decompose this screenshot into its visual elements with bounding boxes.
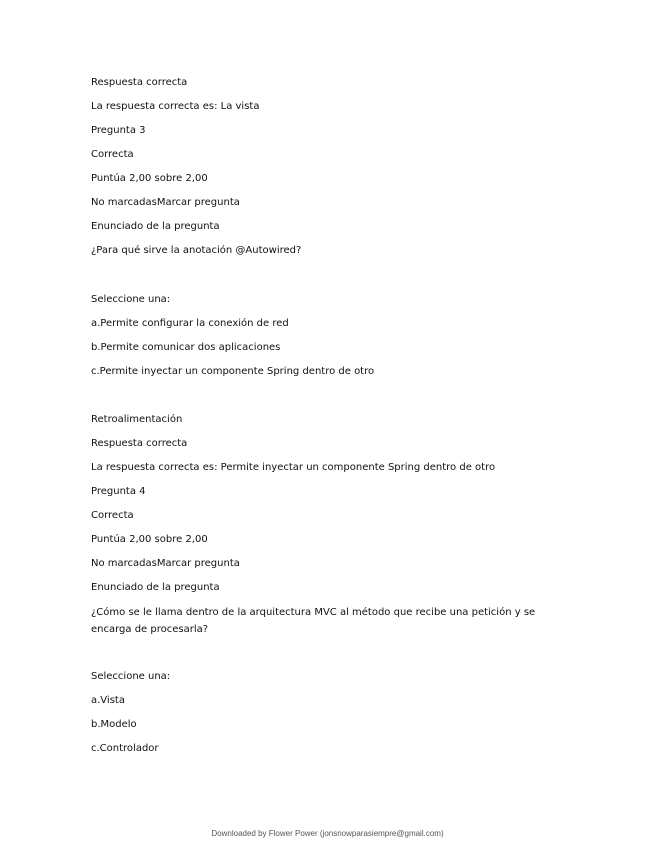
question-3-score: Puntúa 2,00 sobre 2,00 xyxy=(91,173,208,184)
question-3-correct-answer: La respuesta correcta es: Permite inyectar un componente Spring dentro de otro xyxy=(91,462,496,473)
question-4-select-prompt: Seleccione una: xyxy=(91,671,171,682)
question-3-option-a: a.Permite configurar la conexión de red xyxy=(91,318,289,329)
question-4-option-a: a.Vista xyxy=(91,695,125,706)
question-3-flag: No marcadasMarcar pregunta xyxy=(91,197,240,208)
question-3-option-c: c.Permite inyectar un componente Spring dentro de otro xyxy=(91,366,375,377)
question-4-score: Puntúa 2,00 sobre 2,00 xyxy=(91,534,208,545)
question-4-status: Correcta xyxy=(91,510,134,521)
question-3-option-b: b.Permite comunicar dos aplicaciones xyxy=(91,342,281,353)
question-3-text: ¿Para qué sirve la anotación @Autowired? xyxy=(91,245,302,256)
question-3-statement-label: Enunciado de la pregunta xyxy=(91,221,220,232)
question-3-feedback-label: Retroalimentación xyxy=(91,414,183,425)
question-4-statement-label: Enunciado de la pregunta xyxy=(91,582,220,593)
question-3-result-heading: Respuesta correcta xyxy=(91,438,188,449)
question-4-title: Pregunta 4 xyxy=(91,486,146,497)
question-3-title: Pregunta 3 xyxy=(91,125,146,136)
result-heading: Respuesta correcta xyxy=(91,77,188,88)
question-3-status: Correcta xyxy=(91,149,134,160)
download-footer: Downloaded by Flower Power (jonsnowparasiempre@gmail.com) xyxy=(211,829,444,838)
question-4-option-c: c.Controlador xyxy=(91,743,159,754)
question-4-text: ¿Cómo se le llama dentro de la arquitectura MVC al método que recibe una petición y se encarga de procesarla? xyxy=(91,607,536,635)
question-4-option-b: b.Modelo xyxy=(91,719,137,730)
question-4-flag: No marcadasMarcar pregunta xyxy=(91,558,240,569)
question-3-select-prompt: Seleccione una: xyxy=(91,294,171,305)
correct-answer-text: La respuesta correcta es: La vista xyxy=(91,101,260,112)
